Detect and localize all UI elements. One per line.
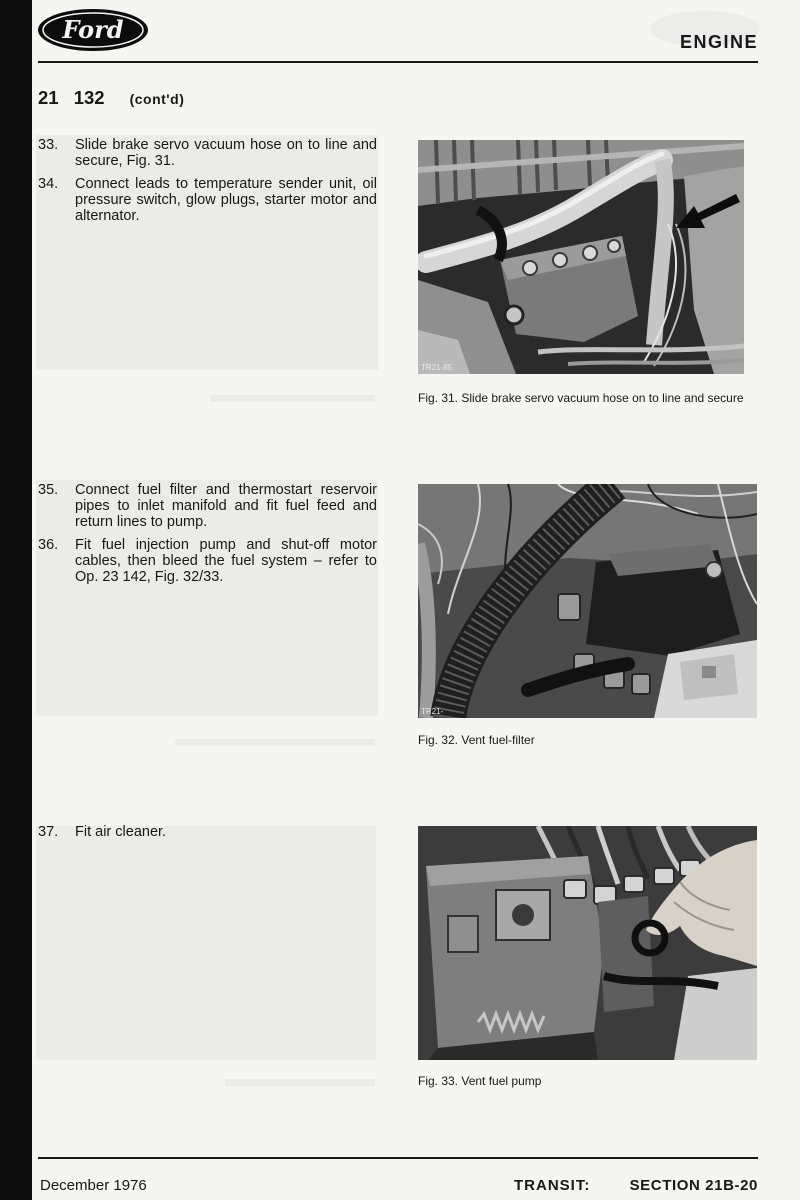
figure-caption: Fig. 32. Vent fuel-filter: [418, 733, 535, 747]
ford-logo: [36, 7, 150, 53]
publication-date: December 1976: [40, 1177, 147, 1194]
photo-ref-label: TR21-: [421, 707, 444, 716]
scan-border: [0, 0, 32, 1200]
step-text: Connect fuel filter and thermostart reservoir pipes to inlet manifold and fit fuel feed and return lines to pump.: [75, 482, 377, 530]
operation-heading: [38, 88, 184, 110]
figure-caption: Fig. 33. Vent fuel pump: [418, 1074, 542, 1088]
step-number: 36.: [38, 537, 59, 553]
step-text: Slide brake servo vacuum hose on to line and secure, Fig. 31.: [75, 137, 377, 169]
bleed-through-block: [36, 826, 376, 1060]
step-number: 35.: [38, 482, 59, 498]
bleed-through-caption: [175, 739, 375, 746]
step-number: 33.: [38, 137, 59, 153]
step-item: [38, 482, 377, 530]
step-item: [38, 824, 377, 840]
bleed-through-caption: [210, 395, 375, 402]
fig-31-photo: [418, 140, 744, 374]
steps-group-1: [38, 137, 377, 231]
step-item: [38, 176, 377, 224]
step-text: Fit fuel injection pump and shut-off motor cables, then bleed the fuel system – refer to Op. 23 142, Fig. 32/33.: [75, 537, 377, 585]
figure-caption: Fig. 31. Slide brake servo vacuum hose on to line and secure: [418, 391, 744, 405]
steps-group-3: [38, 824, 377, 847]
fig-33-photo: [418, 826, 757, 1060]
vehicle-model: TRANSIT:: [514, 1177, 591, 1194]
step-text: Connect leads to temperature sender unit, oil pressure switch, glow plugs, starter motor and alternator.: [75, 176, 377, 224]
step-item: [38, 137, 377, 169]
step-number: 34.: [38, 176, 59, 192]
bleed-through-caption: [225, 1079, 375, 1086]
steps-group-2: [38, 482, 377, 592]
header-rule: [38, 61, 758, 63]
step-text: Fit air cleaner.: [75, 824, 167, 840]
photo-ref-label: TR21-85: [421, 363, 453, 372]
logo-wordmark: Ford: [62, 15, 124, 44]
fig-32-photo: [418, 484, 757, 718]
section-title: ENGINE: [679, 32, 758, 52]
filter-bracket: [586, 544, 740, 656]
operation-number: 21 132: [38, 87, 105, 108]
step-item: [38, 537, 377, 585]
section-page-number: SECTION 21B-20: [629, 1177, 758, 1194]
step-number: 37.: [38, 824, 59, 840]
continued-label: (cont'd): [129, 91, 185, 107]
footer-rule: [38, 1157, 758, 1159]
